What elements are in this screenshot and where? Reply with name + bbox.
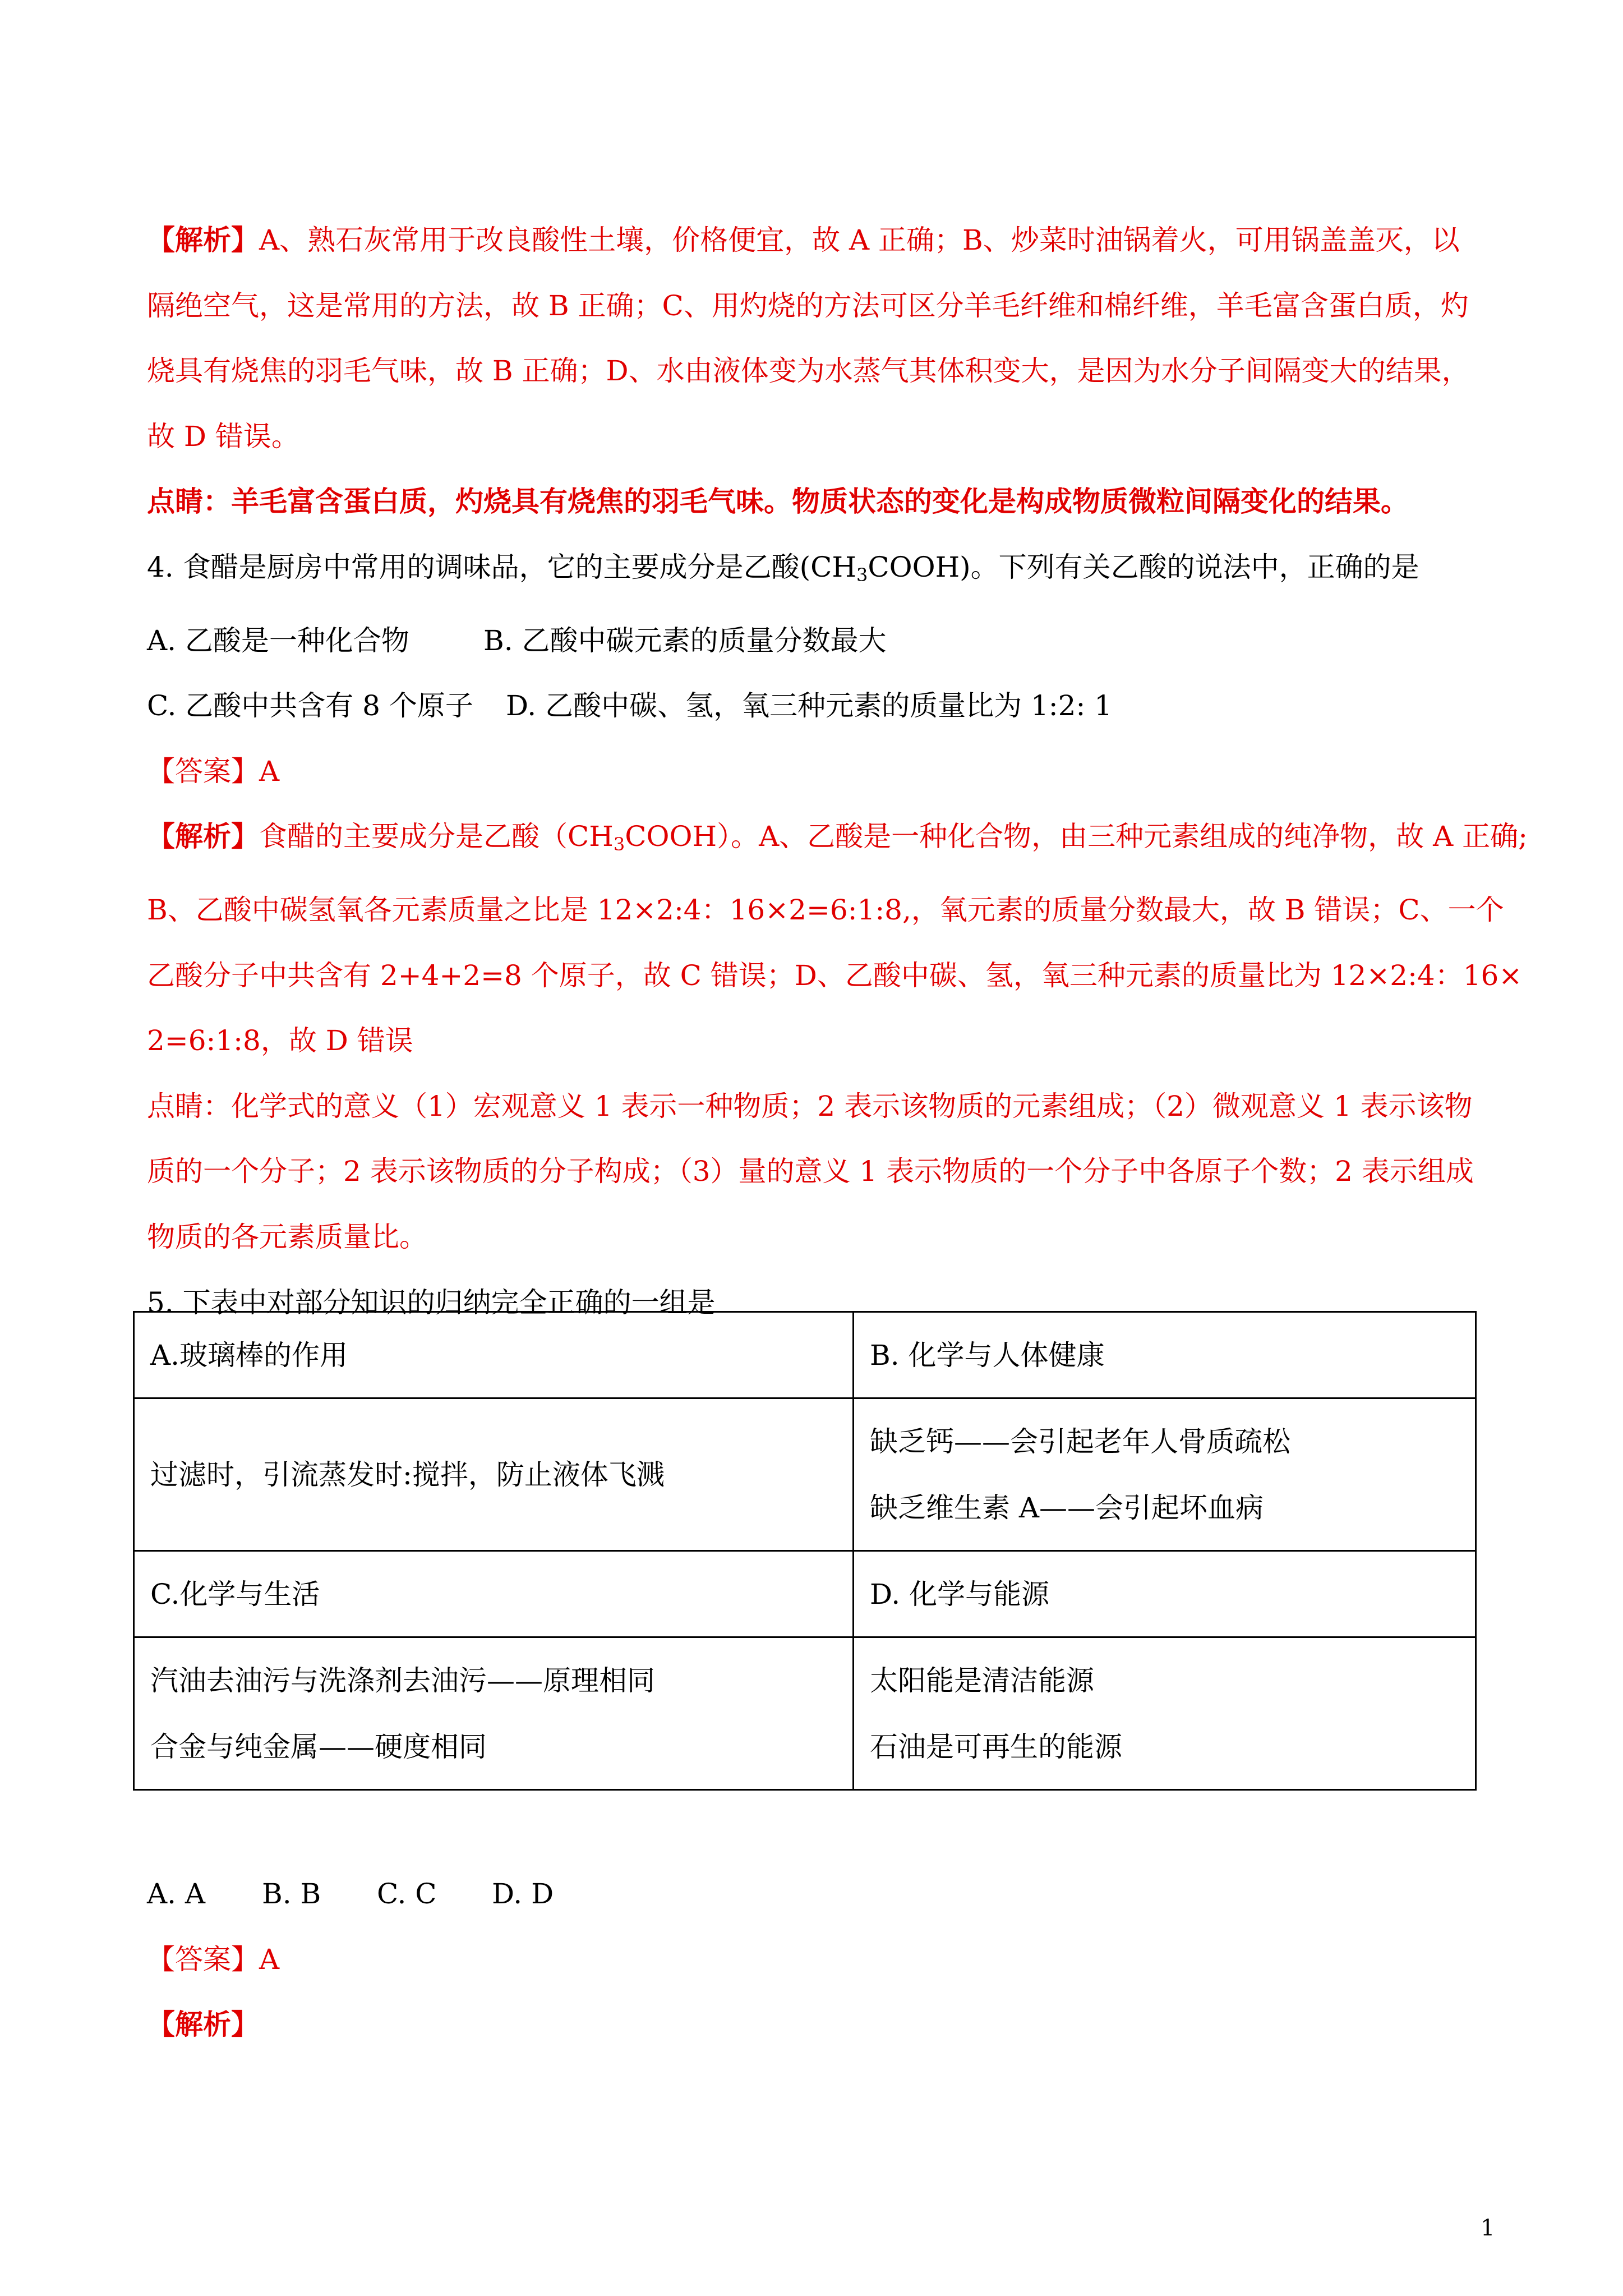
q5-stem: 5. 下表中对部分知识的归纳完全正确的一组是 [147, 1286, 716, 1319]
table-cell-a-body: 过滤时，引流蒸发时:搅拌，防止液体飞溅 [134, 1398, 854, 1551]
knowledge-table [133, 1311, 1477, 1791]
q4-analysis-line-4: 2=6:1:8，故 D 错误 [147, 1024, 413, 1057]
q4-tip-line-2: 质的一个分子；2 表示该物质的分子构成；（3）量的意义 1 表示物质的一个分子中各原子个数；2 表示组成 [147, 1155, 1474, 1188]
table-cell-d-body: 太阳能是清洁能源 石油是可再生的能源 [854, 1637, 1476, 1790]
q5-option-d: D. D [492, 1878, 554, 1910]
q3-analysis-line-1: 【解析】A、熟石灰常用于改良酸性土壤，价格便宜，故 A 正确；B、炒菜时油锅着火，可用锅盖盖灭，以 [147, 223, 1460, 256]
table-cell-d-header: D. 化学与能源 [854, 1551, 1476, 1637]
q3-analysis-line-3: 烧具有烧焦的羽毛气味，故 B 正确；D、水由液体变为水蒸气其体积变大，是因为水分子间隔变大的结果， [147, 355, 1470, 388]
q4-options-row-1 [147, 608, 1482, 674]
q4-analysis-line-3: 乙酸分子中共含有 2+4+2=8 个原子，故 C 错误；D、乙酸中碳、氢，氧三种元素的质量比为 12×2:4：16× [147, 959, 1523, 992]
table-cell-b-body: 缺乏钙——会引起老年人骨质疏松 缺乏维生素 A——会引起坏血病 [854, 1398, 1476, 1551]
q4-stem: 4. 食醋是厨房中常用的调味品，它的主要成分是乙酸$(CH_3COOH)$。下列有关乙酸的说法中，正确的是 [147, 550, 1419, 586]
q4-option-d: D. 乙酸中碳、氢，氧三种元素的质量比为 1:2: 1 [506, 689, 1113, 723]
q4-answer: 【答案】A [147, 754, 280, 788]
q4-options-row-2 [147, 673, 1482, 739]
q4-option-c: C. 乙酸中共含有 8 个原子 [147, 689, 473, 723]
document-body [147, 208, 1528, 1335]
table-row [134, 1637, 1476, 1790]
q4-tip-line-1: 点睛：化学式的意义（1）宏观意义 1 表示一种物质；2 表示该物质的元素组成；（2）微观意义 1 表示该物 [147, 1089, 1473, 1122]
q4-analysis-label: 【解析】 [147, 820, 259, 853]
table-cell-c-header: C.化学与生活 [134, 1551, 854, 1637]
q4-analysis-line-2: B、乙酸中碳氢氧各元素质量之比是 12×2:4：16×2=6:1:8,，氧元素的质量分数最大，故 B 错误；C、一个 [147, 893, 1504, 926]
q5-option-b: B. B [262, 1878, 321, 1910]
table-row [134, 1312, 1476, 1398]
q5-option-c: C. C [377, 1878, 437, 1910]
q4-option-a: A. 乙酸是一种化合物 [147, 624, 409, 657]
q5-options-row [147, 1861, 1482, 1927]
table-row [134, 1398, 1476, 1551]
page-number: 1 [1481, 2215, 1495, 2241]
q5-analysis-label: 【解析】 [147, 2008, 259, 2041]
q5-answer: 【答案】A [147, 1943, 280, 1976]
q5-answer-block [147, 1861, 1482, 2058]
q5-option-a: A. A [147, 1878, 206, 1910]
table-cell-c-body: 汽油去油污与洗涤剂去油污——原理相同 合金与纯金属——硬度相同 [134, 1637, 854, 1790]
q4-tip-line-3: 物质的各元素质量比。 [147, 1220, 427, 1253]
q4-option-b: B. 乙酸中碳元素的质量分数最大 [483, 624, 887, 657]
table-cell-b-header: B. 化学与人体健康 [854, 1312, 1476, 1398]
q3-tip: 点睛：羊毛富含蛋白质，灼烧具有烧焦的羽毛气味。物质状态的变化是构成物质微粒间隔变化的结果。 [147, 485, 1409, 518]
table-cell-a-header: A.玻璃棒的作用 [134, 1312, 854, 1398]
q3-analysis-line-4: 故 D 错误。 [147, 420, 299, 453]
table-row [134, 1551, 1476, 1637]
q3-analysis-line-2: 隔绝空气，这是常用的方法，故 B 正确；C、用灼烧的方法可区分羊毛纤维和棉纤维，羊毛富含蛋白质，灼 [147, 289, 1469, 322]
q4-analysis-line-1: 【解析】食醋的主要成分是乙酸$(CH_3COOH)$。A、乙酸是一种化合物，由三种元素组成的纯净物，故 A 正确; [147, 820, 1528, 855]
q3-analysis-label: 【解析】 [147, 223, 259, 256]
